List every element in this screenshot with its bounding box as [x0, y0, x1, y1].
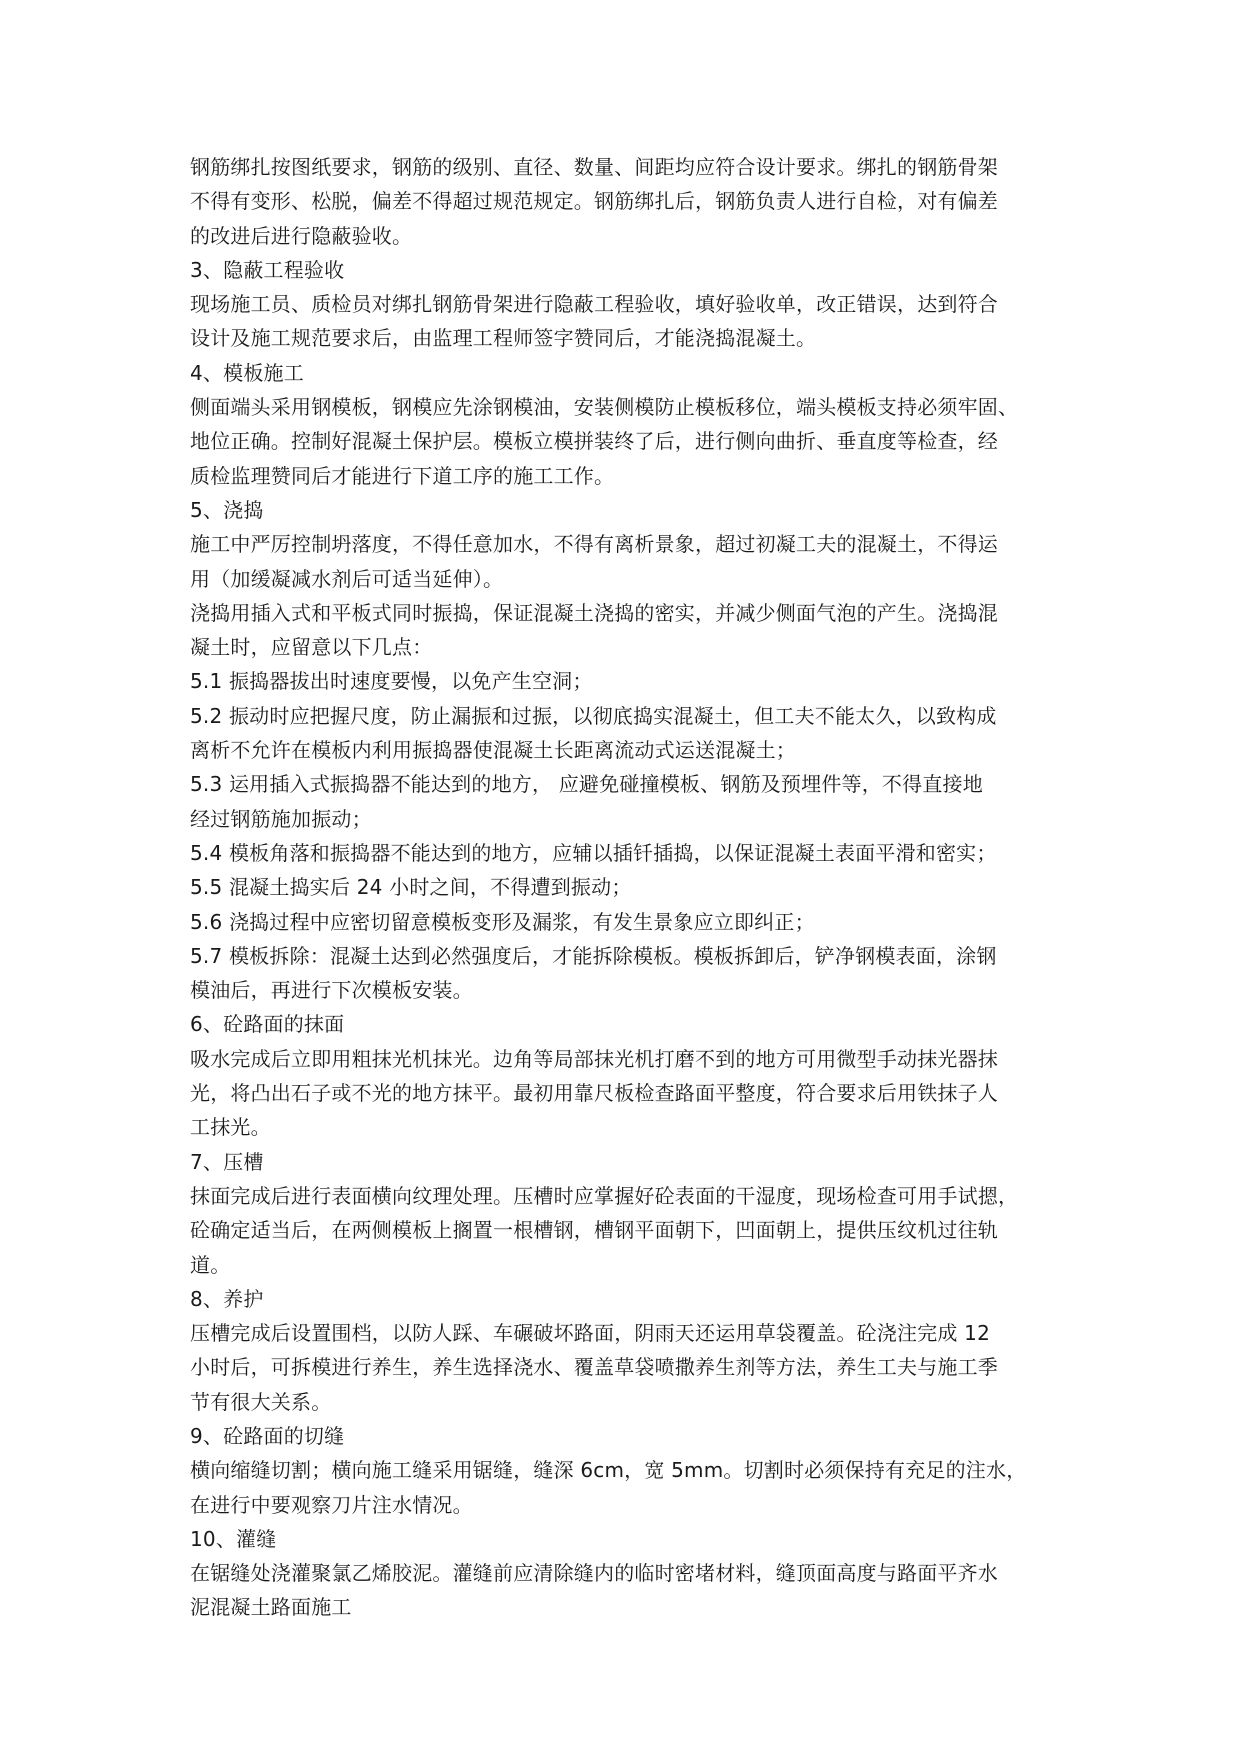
paragraph-line: 泥混凝土路面施工: [190, 1595, 352, 1620]
list-item-5-4: 5.4 模板角落和振捣器不能达到的地方，应辅以插钎插捣，以保证混凝土表面平滑和密实；: [190, 840, 997, 865]
paragraph-line: 工抹光。: [190, 1115, 271, 1140]
paragraph-line: 钢筋绑扎按图纸要求，钢筋的级别、直径、数量、间距均应符合设计要求。绑扎的钢筋骨架: [190, 155, 998, 179]
list-item-5-5: 5.5 混凝土捣实后 24 小时之间，不得遭到振动；: [190, 875, 632, 900]
paragraph-line: 压槽完成后设置围档，以防人踩、车碾破坏路面，阴雨天还运用草袋覆盖。砼浇注完成 12: [190, 1321, 991, 1346]
list-item-5-3: 5.3 运用插入式振捣器不能达到的地方， 应避免碰撞模板、钢筋及预埋件等，不得直接地: [190, 772, 983, 797]
paragraph-line: 横向缩缝切割；横向施工缝采用锯缝，缝深 6cm，宽 5mm。切割时必须保持有充足的注水，: [190, 1458, 1027, 1483]
paragraph-line: 现场施工员、质检员对绑扎钢筋骨架进行隐蔽工程验收，填好验收单，改正错误，达到符合: [190, 292, 998, 317]
list-item-5-1: 5.1 振捣器拔出时速度要慢，以免产生空洞；: [190, 669, 593, 694]
paragraph-line: 施工中严厉控制坍落度，不得任意加水，不得有离析景象，超过初凝工夫的混凝土，不得运: [190, 532, 998, 557]
paragraph-line: 凝土时，应留意以下几点：: [190, 635, 433, 660]
section-heading-10: 10、灌缝: [190, 1526, 277, 1551]
paragraph-line: 用（加缓凝减水剂后可适当延伸）。: [190, 566, 504, 591]
document-body: [190, 150, 1060, 1625]
paragraph-line: 小时后，可拆模进行养生，养生选择浇水、覆盖草袋喷撒养生剂等方法，养生工夫与施工季: [190, 1355, 998, 1380]
section-heading-3: 3、隐蔽工程验收: [190, 257, 345, 282]
section-heading-9: 9、砼路面的切缝: [190, 1423, 345, 1448]
paragraph-line: 设计及施工规范要求后，由监理工程师签字赞同后，才能浇捣混凝土。: [190, 326, 817, 351]
paragraph-line: 在进行中要观察刀片注水情况。: [190, 1492, 473, 1517]
section-heading-8: 8、养护: [190, 1286, 264, 1311]
paragraph-line: 模油后，再进行下次模板安装。: [190, 978, 473, 1003]
paragraph-line: 道。: [190, 1252, 231, 1277]
list-item-5-2: 5.2 振动时应把握尺度，防止漏振和过振，以彻底捣实混凝土，但工夫不能太久，以致构成: [190, 703, 997, 728]
list-item-5-6: 5.6 浇捣过程中应密切留意模板变形及漏浆，有发生景象应立即纠正；: [190, 909, 815, 934]
paragraph-line: 经过钢筋施加振动；: [190, 806, 372, 831]
paragraph-line: 浇捣用插入式和平板式同时振捣，保证混凝土浇捣的密实，并减少侧面气泡的产生。浇捣混: [190, 600, 998, 625]
section-heading-4: 4、模板施工: [190, 360, 304, 385]
section-heading-5: 5、浇捣: [190, 497, 264, 522]
paragraph-line: 吸水完成后立即用粗抹光机抹光。边角等局部抹光机打磨不到的地方可用微型手动抹光器抹: [190, 1046, 998, 1071]
paragraph-line: 砼确定适当后，在两侧模板上搁置一根槽钢，槽钢平面朝下，凹面朝上，提供压纹机过往轨: [190, 1218, 998, 1243]
section-heading-7: 7、压槽: [190, 1149, 264, 1174]
paragraph-line: 离析不允许在模板内利用振捣器使混凝土长距离流动式运送混凝土；: [190, 738, 796, 763]
paragraph-line: 的改进后进行隐蔽验收。: [190, 223, 413, 248]
paragraph-line: 在锯缝处浇灌聚氯乙烯胶泥。灌缝前应清除缝内的临时密堵材料，缝顶面高度与路面平齐水: [190, 1561, 998, 1586]
paragraph-line: 地位正确。控制好混凝土保护层。模板立模拼装终了后，进行侧向曲折、垂直度等检查，经: [190, 429, 998, 454]
paragraph-line: 节有很大关系。: [190, 1389, 332, 1414]
paragraph-line: 光，将凸出石子或不光的地方抹平。最初用靠尺板检查路面平整度，符合要求后用铁抹子人: [190, 1081, 998, 1106]
paragraph-line: 侧面端头采用钢模板，钢模应先涂钢模油，安装侧模防止模板移位，端头模板支持必须牢固、: [190, 395, 1019, 420]
paragraph-line: 抹面完成后进行表面横向纹理处理。压槽时应掌握好砼表面的干湿度，现场检查可用手试摁，: [190, 1183, 1019, 1208]
paragraph-line: 不得有变形、松脱，偏差不得超过规范规定。钢筋绑扎后，钢筋负责人进行自检，对有偏差: [190, 189, 998, 214]
paragraph-line: 质检监理赞同后才能进行下道工序的施工工作。: [190, 463, 615, 488]
list-item-5-7: 5.7 模板拆除：混凝土达到必然强度后，才能拆除模板。模板拆卸后，铲净钢模表面，涂钢: [190, 943, 997, 968]
section-heading-6: 6、砼路面的抹面: [190, 1012, 345, 1037]
